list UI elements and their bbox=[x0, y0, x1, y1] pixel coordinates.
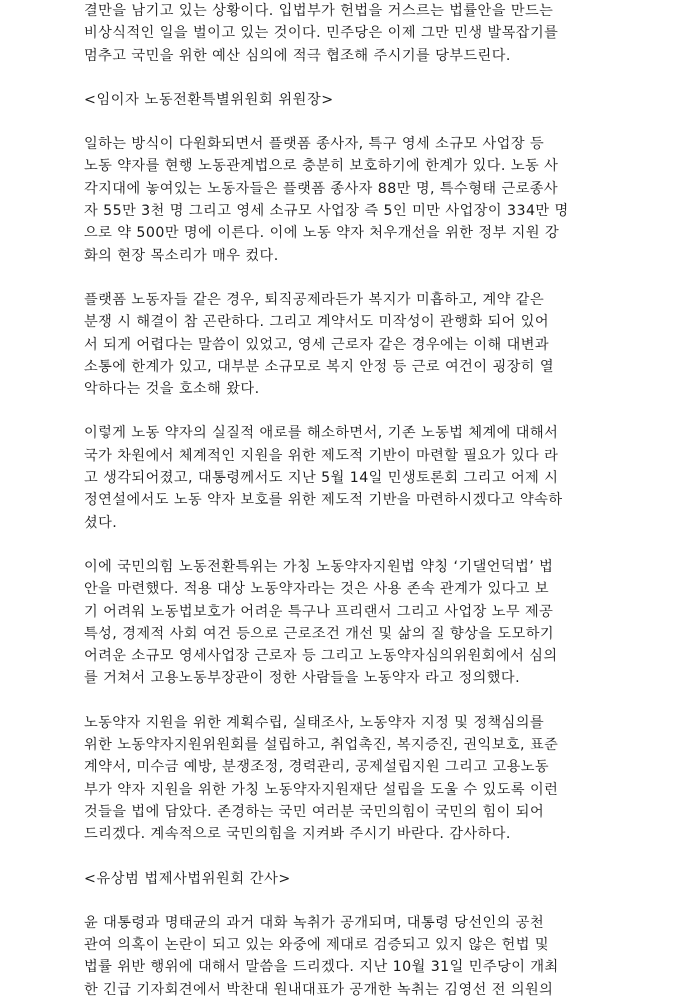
text-line: 이렇게 노동 약자의 실질적 애로를 해소하면서, 기존 노동법 체계에 대해서 bbox=[84, 425, 559, 442]
section-heading bbox=[84, 868, 604, 890]
text-line: 소통에 한계가 있고, 대부분 소규모로 복지 안정 등 근로 여건이 굉장히 열 bbox=[84, 358, 555, 375]
paragraph bbox=[84, 0, 604, 67]
text-line: 분쟁 시 해결이 참 곤란하다. 그리고 계약서도 미작성이 관행화 되어 있어 bbox=[84, 314, 550, 331]
text-line: 것들을 법에 담았다. 존경하는 국민 여러분 국민의힘이 국민의 힘이 되어 bbox=[84, 803, 545, 820]
text-line: 고 생각되어졌고, 대통령께서도 지난 5월 14일 민생토론회 그리고 어제 시 bbox=[84, 470, 559, 487]
text-line: 위한 노동약자지원위원회를 설립하고, 취업촉진, 복지증진, 권익보호, 표준 bbox=[84, 737, 559, 754]
section-heading bbox=[84, 89, 604, 111]
text-line: 계약서, 미수금 예방, 분쟁조정, 경력관리, 공제설립지원 그리고 고용노동 bbox=[84, 759, 550, 776]
text-line: 기 어려워 노동법보호가 어려운 특구나 프리랜서 그리고 사업장 노무 제공 bbox=[84, 603, 554, 620]
text-line: 정연설에서도 노동 약자 보호를 위한 제도적 기반을 마련하시겠다고 약속하 bbox=[84, 492, 563, 509]
text-line: 부가 약자 지원을 위한 가칭 노동약자지원재단 설립을 도울 수 있도록 이런 bbox=[84, 781, 559, 798]
text-line: 윤 대통령과 명태균의 과거 대화 녹취가 공개되며, 대통령 당선인의 공천 bbox=[84, 914, 545, 931]
text-line: 자 55만 3천 명 그리고 영세 소규모 사업장 즉 5인 미만 사업장이 334만 명 bbox=[84, 203, 569, 220]
text-line: 안을 마련했다. 적용 대상 노동약자라는 것은 사용 존속 관계가 있다고 보 bbox=[84, 581, 550, 598]
heading-text: <임이자 노동전환특별위원회 위원장> bbox=[84, 91, 334, 108]
text-line: 셨다. bbox=[84, 514, 118, 531]
text-line: 드리겠다. 계속적으로 국민의힘을 지켜봐 주시기 바란다. 감사하다. bbox=[84, 826, 511, 843]
text-line: 어려운 소규모 영세사업장 근로자 등 그리고 노동약자심의위원회에서 심의 bbox=[84, 648, 558, 665]
text-line: 서 되게 어렵다는 말씀이 있었고, 영세 근로자 같은 경우에는 이해 대변과 bbox=[84, 336, 550, 353]
text-line: 한 긴급 기자회견에서 박찬대 원내대표가 공개한 녹취는 김영선 전 의원의 bbox=[84, 981, 554, 998]
text-line: 특성, 경제적 사회 여건 등으로 근로조건 개선 및 삶의 질 향상을 도모하기 bbox=[84, 625, 555, 642]
text-line: 멈추고 국민을 위한 예산 심의에 적극 협조해 주시기를 당부드린다. bbox=[84, 47, 511, 64]
paragraph bbox=[84, 289, 604, 400]
text-line: 으로 약 500만 명에 이른다. 이에 노동 약자 처우개선을 위한 정부 지원 강 bbox=[84, 225, 560, 242]
text-line: 국가 차원에서 체계적인 지원을 위한 제도적 기반이 마련할 필요가 있다 라 bbox=[84, 447, 559, 464]
heading-text: <유상범 법제사법위원회 간사> bbox=[84, 870, 291, 887]
text-line: 법률 위반 행위에 대해서 말씀을 드리겠다. 지난 10월 31일 민주당이 개최 bbox=[84, 959, 559, 976]
paragraph bbox=[84, 712, 604, 846]
text-line: 를 거쳐서 고용노동부장관이 정한 사람들을 노동약자 라고 정의했다. bbox=[84, 670, 521, 687]
paragraph bbox=[84, 556, 604, 690]
text-line: 노동약자 지원을 위한 계획수립, 실태조사, 노동약자 지정 및 정책심의를 bbox=[84, 714, 545, 731]
document-page bbox=[84, 0, 604, 1001]
paragraph bbox=[84, 912, 604, 1001]
text-line: 노동 약자를 현행 노동관계법으로 충분히 보호하기에 한계가 있다. 노동 사 bbox=[84, 158, 559, 175]
text-line: 이에 국민의힘 노동전환특위는 가칭 노동약자지원법 약칭 ‘기댈언덕법’ 법 bbox=[84, 558, 554, 575]
text-line: 비상식적인 일을 벌이고 있는 것이다. 민주당은 이제 그만 민생 발목잡기를 bbox=[84, 25, 559, 42]
paragraph bbox=[84, 133, 604, 267]
text-line: 결만을 남기고 있는 상황이다. 입법부가 헌법을 거스르는 법률안을 만드는 bbox=[84, 3, 554, 19]
text-line: 악하다는 것을 호소해 왔다. bbox=[84, 381, 260, 398]
text-line: 일하는 방식이 다원화되면서 플랫폼 종사자, 특구 영세 소규모 사업장 등 bbox=[84, 136, 545, 153]
text-line: 플랫폼 노동자들 같은 경우, 퇴직공제라든가 복지가 미흡하고, 계약 같은 bbox=[84, 291, 545, 308]
text-line: 관여 의혹이 논란이 되고 있는 와중에 제대로 검증되고 있지 않은 헌법 및 bbox=[84, 937, 550, 954]
text-line: 각지대에 놓여있는 노동자들은 플랫폼 종사자 88만 명, 특수형태 근로종사 bbox=[84, 180, 559, 197]
text-line: 화의 현장 목소리가 매우 컸다. bbox=[84, 247, 279, 264]
paragraph bbox=[84, 422, 604, 533]
